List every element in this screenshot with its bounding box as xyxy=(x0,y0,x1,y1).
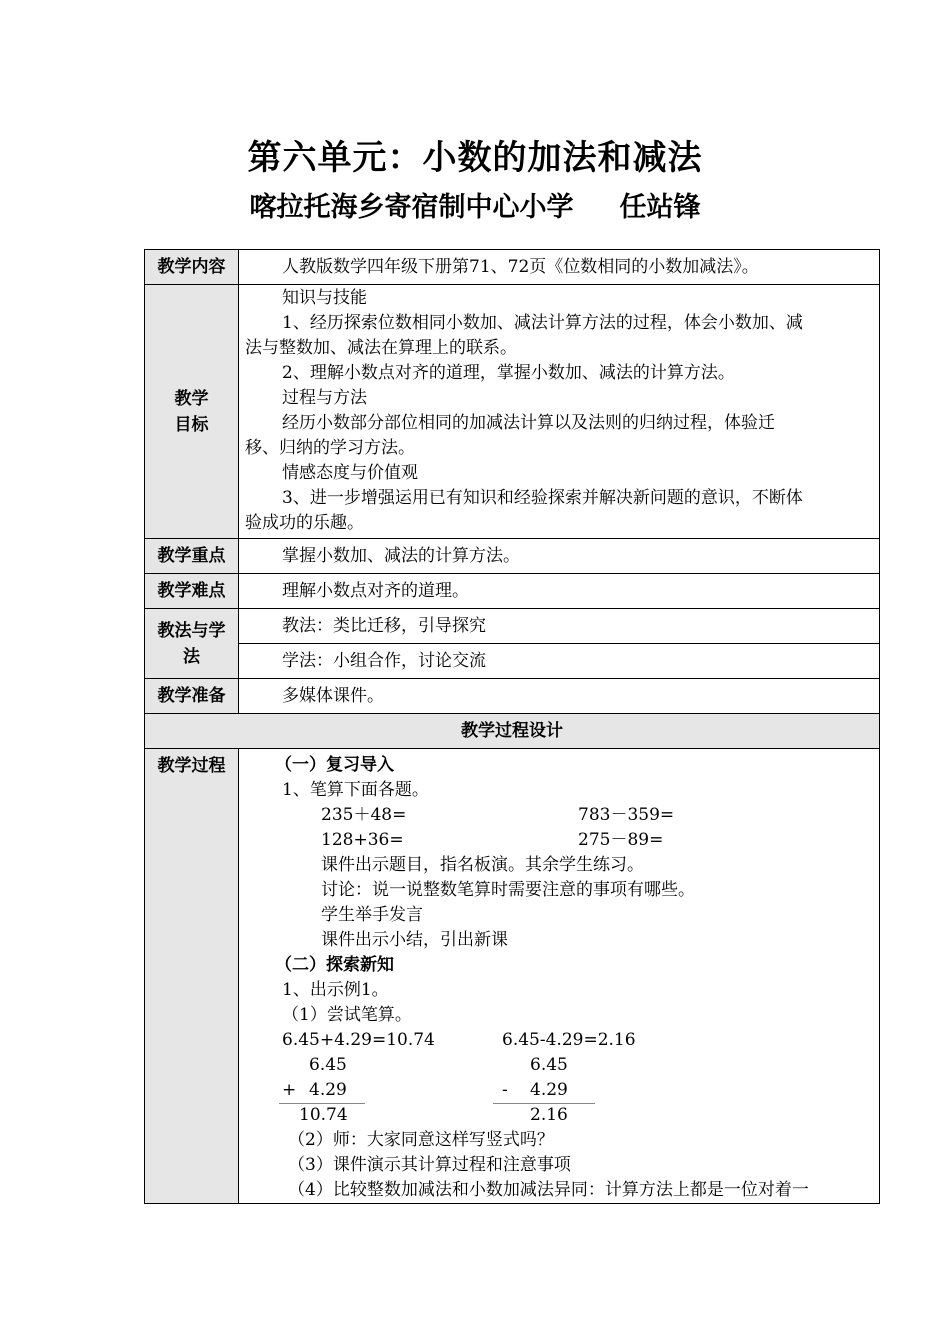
value-process xyxy=(239,749,880,1204)
row-key-point xyxy=(145,539,880,574)
sub-result: 2.16 xyxy=(530,1105,568,1125)
label-goals-line1: 教学 xyxy=(174,388,209,409)
label-goals-line2: 目标 xyxy=(174,414,209,435)
exercise: 128+36= xyxy=(321,830,404,850)
difficulty-text: 理解小数点对齐的道理。 xyxy=(282,581,469,601)
exercise: 235＋48= xyxy=(321,805,407,825)
value-teaching-method xyxy=(239,609,880,644)
goal-line: 情感态度与价值观 xyxy=(282,463,418,483)
content-text: 人教版数学四年级下册第71、72页《位数相同的小数加减法》。 xyxy=(282,257,759,277)
process-line: （1）尝试笔算。 xyxy=(282,1005,412,1025)
label-difficulty: 教学难点 xyxy=(145,574,239,609)
add-result: 10.74 xyxy=(299,1105,348,1125)
goal-line: 2、理解小数点对齐的道理，掌握小数加、减法的计算方法。 xyxy=(282,363,735,383)
vertical-calc-row xyxy=(245,1053,873,1078)
process-line: （4）比较整数加减法和小数加减法异同：计算方法上都是一位对着一 xyxy=(288,1180,809,1200)
lesson-plan-table xyxy=(144,249,880,1204)
document-subtitle xyxy=(0,185,950,224)
label-preparation: 教学准备 xyxy=(145,679,239,714)
exercise-row xyxy=(245,803,873,828)
row-methods-learning xyxy=(145,644,880,679)
value-preparation xyxy=(239,679,880,714)
add-operand-bottom: 4.29 xyxy=(309,1080,347,1100)
vertical-calc-row xyxy=(245,1078,873,1103)
key-point-text: 掌握小数加、减法的计算方法。 xyxy=(282,546,520,566)
label-methods-line1: 教法与学 xyxy=(157,620,226,641)
learning-method-text: 学法：小组合作，讨论交流 xyxy=(282,651,486,671)
goal-line: 移、归纳的学习方法。 xyxy=(245,438,415,458)
process-line: （3）课件演示其计算过程和注意事项 xyxy=(288,1155,571,1175)
goal-line: 知识与技能 xyxy=(282,288,367,308)
exercise-row xyxy=(245,828,873,853)
row-process xyxy=(145,749,880,1204)
process-line: （2）师：大家同意这样写竖式吗？ xyxy=(288,1130,554,1150)
process-line: 学生举手发言 xyxy=(321,905,423,925)
label-methods xyxy=(145,609,239,679)
teacher-name: 任站锋 xyxy=(619,192,701,223)
exercise: 783－359= xyxy=(578,805,675,825)
goal-line: 法与整数加、减法在算理上的联系。 xyxy=(245,338,517,358)
value-difficulty xyxy=(239,574,880,609)
process-line: 1、出示例1。 xyxy=(282,980,389,1000)
process-line: 1、笔算下面各题。 xyxy=(282,780,429,800)
exercise: 275－89= xyxy=(578,830,664,850)
process-line: 课件出示题目，指名板演。其余学生练习。 xyxy=(321,855,644,875)
goal-line: 经历小数部分部位相同的加减法计算以及法则的归纳过程，体验迁 xyxy=(282,413,775,433)
goal-line: 过程与方法 xyxy=(282,388,367,408)
row-goals xyxy=(145,285,880,539)
label-process: 教学过程 xyxy=(145,749,239,1204)
section-explore: （二）探索新知 xyxy=(275,955,394,975)
sub-operand-top: 6.45 xyxy=(530,1055,568,1075)
process-line: 课件出示小结，引出新课 xyxy=(321,930,508,950)
minus-sign: - xyxy=(502,1080,508,1100)
goal-line: 1、经历探索位数相同小数加、减法计算方法的过程，体会小数加、减 xyxy=(282,313,803,333)
equation-row xyxy=(245,1028,873,1053)
section-review: （一）复习导入 xyxy=(275,755,394,775)
label-key-point: 教学重点 xyxy=(145,539,239,574)
row-difficulty xyxy=(145,574,880,609)
row-content xyxy=(145,250,880,285)
add-operand-top: 6.45 xyxy=(309,1055,347,1075)
goal-line: 3、进一步增强运用已有知识和经验探索并解决新问题的意识，不断体 xyxy=(282,488,803,508)
label-goals xyxy=(145,285,239,539)
goal-line: 验成功的乐趣。 xyxy=(245,513,364,533)
plus-sign: + xyxy=(282,1080,297,1100)
value-content xyxy=(239,250,880,285)
row-preparation xyxy=(145,679,880,714)
value-goals xyxy=(239,285,880,539)
value-learning-method xyxy=(239,644,880,679)
preparation-text: 多媒体课件。 xyxy=(282,686,384,706)
document-title: 第六单元：小数的加法和减法 xyxy=(247,138,703,178)
label-methods-line2: 法 xyxy=(183,646,200,667)
sub-operand-bottom: 4.29 xyxy=(530,1080,568,1100)
design-header: 教学过程设计 xyxy=(145,714,880,749)
equation-add: 6.45+4.29=10.74 xyxy=(282,1030,435,1050)
row-design-header xyxy=(145,714,880,749)
row-methods-teaching xyxy=(145,609,880,644)
value-key-point xyxy=(239,539,880,574)
process-line: 讨论：说一说整数笔算时需要注意的事项有哪些。 xyxy=(321,880,695,900)
school-name: 喀拉托海乡寄宿制中心小学 xyxy=(249,192,574,223)
vertical-calc-result-row xyxy=(245,1103,873,1128)
equation-sub: 6.45-4.29=2.16 xyxy=(502,1030,636,1050)
label-content: 教学内容 xyxy=(145,250,239,285)
teaching-method-text: 教法：类比迁移，引导探究 xyxy=(282,616,486,636)
